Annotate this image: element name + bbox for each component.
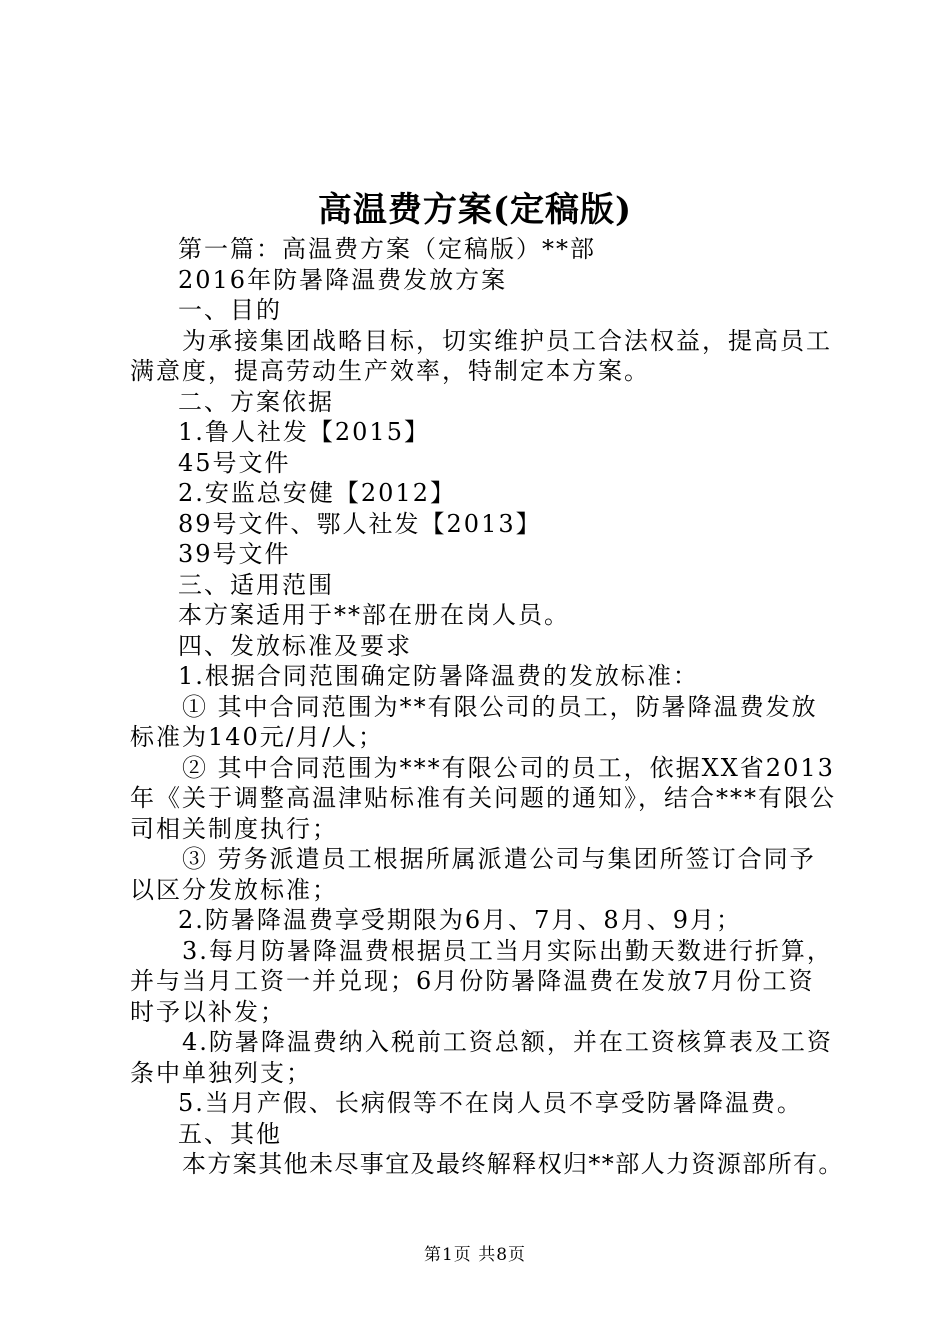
- heading-standard: 四、发放标准及要求: [178, 631, 412, 660]
- standard-sub-3: ③ 劳务派遣员工根据所属派遣公司与集团所签订合同予以区分发放标准；: [130, 845, 816, 904]
- standard-item-1: 1.根据合同范围确定防暑降温费的发放标准：: [178, 662, 699, 690]
- paragraph-1: 第一篇：高温费方案（定稿版）**部: [178, 235, 596, 263]
- standard-sub-1: ① 其中合同范围为**有限公司的员工，防暑降温费发放标准为140元/月/人；: [130, 692, 818, 751]
- basis-item-1-cont: 45号文件: [178, 448, 291, 477]
- heading-scope: 三、适用范围: [178, 570, 334, 599]
- page-footer: 第1页 共8页: [423, 1245, 527, 1265]
- standard-item-2: 2.防暑降温费享受期限为6月、7月、8月、9月；: [178, 906, 742, 934]
- standard-sub-2: ② 其中合同范围为***有限公司的员工，依据XX省2013年《关于调整高温津贴标准有关问题的通知》，结合***有限公司相关制度执行；: [130, 753, 836, 843]
- paragraph-2: 2016年防暑降温费发放方案: [178, 265, 508, 294]
- standard-item-4: 4.防暑降温费纳入税前工资总额，并在工资核算表及工资条中单独列支；: [130, 1028, 833, 1087]
- basis-item-2-cont2: 39号文件: [178, 540, 291, 568]
- standard-item-3: 3.每月防暑降温费根据员工当月实际出勤天数进行折算，并与当月工资一并兑现；6月份防暑降温费在发放7月份工资时予以补发；: [130, 936, 833, 1026]
- document-body: [130, 234, 844, 1180]
- basis-item-1: 1.鲁人社发【2015】: [178, 418, 430, 446]
- paragraph-scope: 本方案适用于**部在册在岗人员。: [178, 601, 570, 629]
- paragraph-other: 本方案其他未尽事宜及最终解释权归**部人力资源部所有。: [182, 1150, 844, 1178]
- heading-purpose: 一、目的: [178, 296, 282, 324]
- basis-item-2: 2.安监总安健【2012】: [178, 479, 456, 507]
- basis-item-2-cont: 89号文件、鄂人社发【2013】: [178, 509, 542, 538]
- standard-item-5: 5.当月产假、长病假等不在岗人员不享受防暑降温费。: [178, 1089, 803, 1117]
- heading-basis: 二、方案依据: [178, 387, 334, 416]
- document-title: 高温费方案(定稿版): [317, 190, 633, 230]
- paragraph-purpose: 为承接集团战略目标，切实维护员工合法权益，提高员工满意度，提高劳动生产效率，特制定本方案。: [130, 326, 832, 385]
- heading-other: 五、其他: [178, 1119, 282, 1148]
